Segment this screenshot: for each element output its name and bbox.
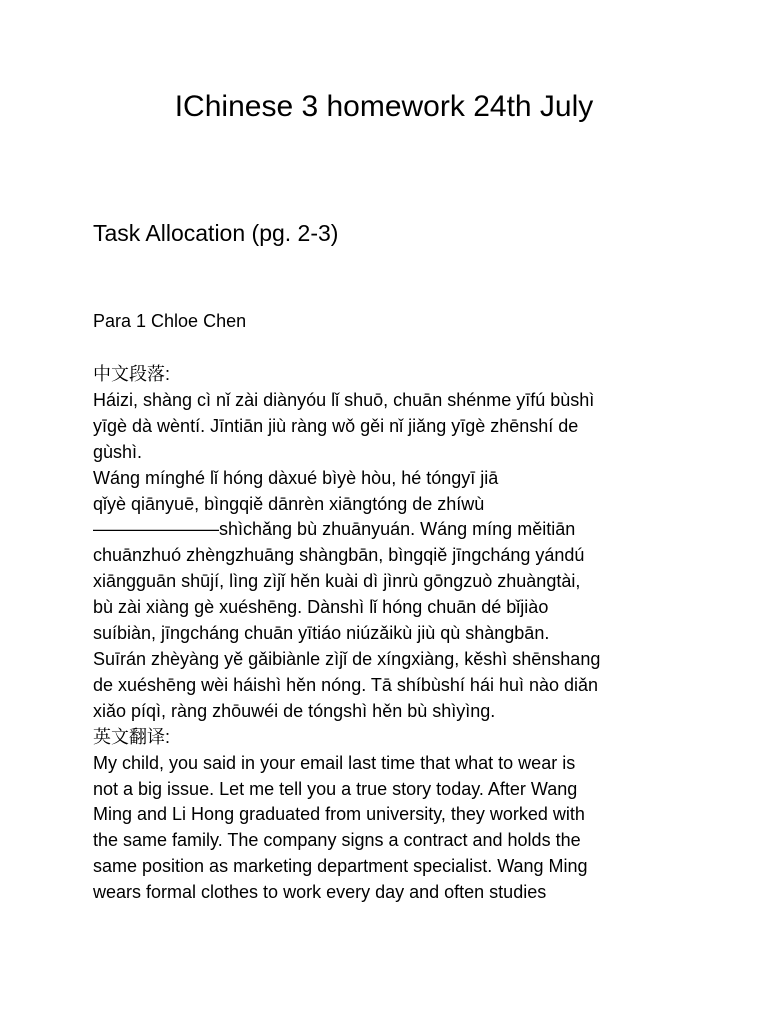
english-line: Ming and Li Hong graduated from university, they worked with — [93, 804, 585, 825]
pinyin-line: bù zài xiàng gè xuéshēng. Dànshì lǐ hóng chuān dé bǐjiào — [93, 597, 549, 618]
section-heading: Task Allocation (pg. 2-3) — [93, 220, 339, 246]
english-line: wears formal clothes to work every day and often studies — [93, 882, 547, 903]
english-line: same position as marketing department specialist. Wang Ming — [93, 856, 588, 877]
pinyin-line: ———————shìchǎng bù zhuānyuán. Wáng míng měitiān — [93, 519, 576, 540]
english-line: My child, you said in your email last time that what to wear is — [93, 752, 576, 773]
english-translation-label: 英文翻译: — [93, 726, 171, 747]
pinyin-line: qǐyè qiānyuē, bìngqiě dānrèn xiāngtóng de zhíwù — [93, 493, 485, 514]
pinyin-line: Suīrán zhèyàng yě gǎibiànle zìjǐ de xíngxiàng, kěshì shēnshang — [93, 648, 601, 669]
pinyin-text — [93, 388, 693, 725]
pinyin-line: Háizi, shàng cì nǐ zài diànyóu lǐ shuō, chuān shénme yīfú bùshì — [93, 389, 595, 410]
pinyin-line: de xuéshēng wèi háishì hěn nóng. Tā shíbùshí hái huì nào diǎn — [93, 674, 599, 695]
chinese-paragraph-label: 中文段落: — [93, 364, 171, 384]
pinyin-line: xiǎo píqì, ràng zhōuwéi de tóngshì hěn bù shìyìng. — [93, 700, 496, 721]
english-line: not a big issue. Let me tell you a true story today. After Wang — [93, 778, 578, 799]
pinyin-line: yīgè dà wèntí. Jīntiān jiù ràng wǒ gěi nǐ jiǎng yīgè zhēnshí de — [93, 415, 579, 436]
paragraph-body — [93, 362, 693, 906]
pinyin-line: xiāngguān shūjí, lìng zìjǐ hěn kuài dì jìnrù gōngzuò zhuàngtài, — [93, 571, 581, 592]
pinyin-line: gùshì. — [93, 441, 143, 462]
pinyin-line: suíbiàn, jīngcháng chuān yītiáo niúzǎikù jiù qù shàngbān. — [93, 623, 550, 644]
document-title: IChinese 3 homework 24th July — [174, 90, 594, 123]
paragraph-label: Para 1 Chloe Chen — [93, 311, 247, 331]
pinyin-line: chuānzhuó zhèngzhuāng shàngbān, bìngqiě jīngcháng yándú — [93, 545, 585, 566]
english-translation-text — [93, 751, 693, 906]
english-line: the same family. The company signs a contract and holds the — [93, 830, 581, 851]
pinyin-line: Wáng mínghé lǐ hóng dàxué bìyè hòu, hé tóngyī jiā — [93, 467, 499, 488]
